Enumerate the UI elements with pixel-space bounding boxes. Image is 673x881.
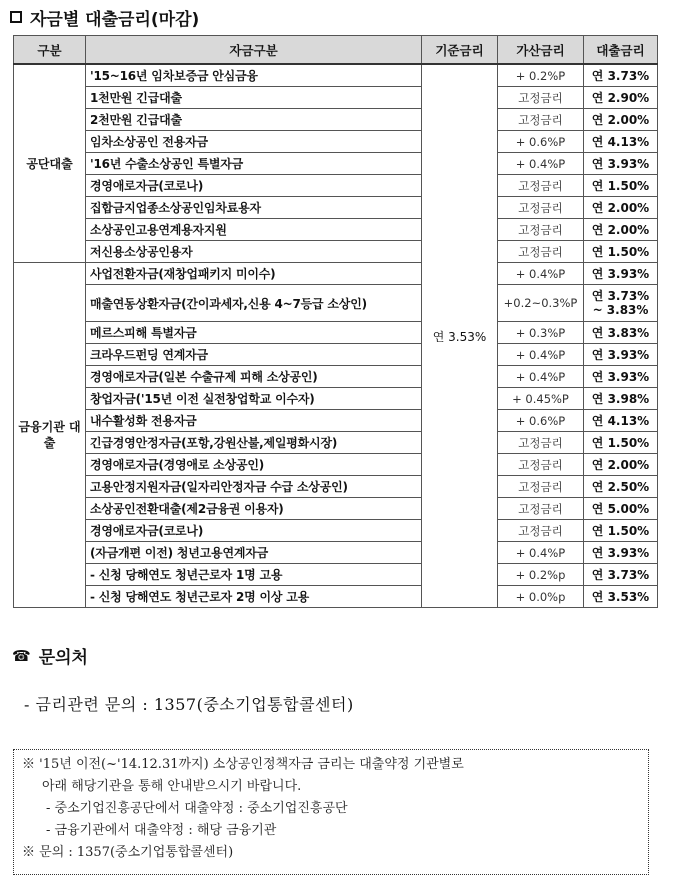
fund-name: 메르스피해 특별자금: [86, 322, 422, 344]
table-row: [14, 388, 658, 410]
loan-rate: 연 2.50%: [584, 476, 658, 498]
fund-name: 경영애로자금(코로나): [86, 520, 422, 542]
loan-rate: 연 3.73%: [584, 564, 658, 586]
fund-name: 소상공인고용연계용자지원: [86, 219, 422, 241]
fund-name: - 신청 당해연도 청년근로자 2명 이상 고용: [86, 586, 422, 608]
inquiry-section-title: [12, 643, 88, 668]
add-rate: 고정금리: [498, 432, 584, 454]
loan-rate: 연 3.93%: [584, 366, 658, 388]
loan-rate: 연 3.93%: [584, 344, 658, 366]
table-row: [14, 64, 658, 87]
add-rate: 고정금리: [498, 87, 584, 109]
fund-name: 소상공인전환대출(제2금융권 이용자): [86, 498, 422, 520]
loan-rate: 연 2.00%: [584, 219, 658, 241]
loan-rate: 연 3.93%: [584, 263, 658, 285]
add-rate: 고정금리: [498, 498, 584, 520]
loan-rate: 연 2.00%: [584, 109, 658, 131]
loan-rate-line: 연 3.73%: [591, 289, 650, 303]
fund-name: 크라우드펀딩 연계자금: [86, 344, 422, 366]
add-rate: 고정금리: [498, 109, 584, 131]
table-header-row: [14, 36, 658, 65]
add-rate: +0.2~0.3%P: [498, 285, 584, 322]
table-row: [14, 542, 658, 564]
loan-rate: 연 2.90%: [584, 87, 658, 109]
header-add-rate: 가산금리: [498, 36, 584, 65]
fund-name: 경영애로자금(일본 수출규제 피해 소상공인): [86, 366, 422, 388]
note-line: ※ '15년 이전(~'14.12.31까지) 소상공인정책자금 금리는 대출약정 기관별로: [22, 757, 464, 772]
loan-rate: 연 2.00%: [584, 197, 658, 219]
table-row: [14, 586, 658, 608]
header-category: 구분: [14, 36, 86, 65]
fund-name: '16년 수출소상공인 특별자금: [86, 153, 422, 175]
loan-rate: 연 4.13%: [584, 410, 658, 432]
fund-name: '15~16년 임차보증금 안심금융: [86, 64, 422, 87]
table-row: [14, 175, 658, 197]
fund-name: 내수활성화 전용자금: [86, 410, 422, 432]
add-rate: + 0.3%P: [498, 322, 584, 344]
table-row: [14, 285, 658, 322]
add-rate: 고정금리: [498, 219, 584, 241]
table-row: [14, 520, 658, 542]
table-row: [14, 366, 658, 388]
add-rate: 고정금리: [498, 454, 584, 476]
table-row: [14, 131, 658, 153]
add-rate: + 0.2%P: [498, 64, 584, 87]
add-rate: + 0.6%P: [498, 410, 584, 432]
rate-table: [13, 35, 658, 608]
fund-name: 저신용소상공인용자: [86, 241, 422, 263]
add-rate: + 0.4%P: [498, 344, 584, 366]
note-line: ※ 문의 : 1357(중소기업통합콜센터): [22, 845, 234, 860]
note-box: [13, 749, 649, 875]
loan-rate: 연 1.50%: [584, 241, 658, 263]
fund-name: 2천만원 긴급대출: [86, 109, 422, 131]
fund-name: 고용안정지원자금(일자리안정자금 수급 소상공인): [86, 476, 422, 498]
inquiry-contact: - 금리관련 문의 : 1357(중소기업통합콜센터): [24, 695, 354, 714]
table-body: [14, 64, 658, 608]
loan-rate-line: ~ 3.83%: [592, 303, 649, 317]
table-row: [14, 454, 658, 476]
header-loan-rate: 대출금리: [584, 36, 658, 65]
add-rate: 고정금리: [498, 197, 584, 219]
add-rate: + 0.45%P: [498, 388, 584, 410]
header-base-rate: 기준금리: [422, 36, 498, 65]
table-row: [14, 432, 658, 454]
table-row: [14, 476, 658, 498]
loan-rate: 연 1.50%: [584, 175, 658, 197]
inquiry-title: 문의처: [38, 648, 88, 668]
fund-name: 집합금지업종소상공인임차료용자: [86, 197, 422, 219]
add-rate: + 0.2%p: [498, 564, 584, 586]
group-label: 공단대출: [14, 64, 86, 263]
fund-name: - 신청 당해연도 청년근로자 1명 고용: [86, 564, 422, 586]
checkbox-square-icon: [10, 11, 22, 23]
loan-rate: 연 3.53%: [584, 586, 658, 608]
table-row: [14, 219, 658, 241]
table-row: [14, 344, 658, 366]
table-row: [14, 564, 658, 586]
add-rate: 고정금리: [498, 520, 584, 542]
page-title: [10, 4, 199, 30]
add-rate: + 0.4%P: [498, 366, 584, 388]
fund-name: (자금개편 이전) 청년고용연계자금: [86, 542, 422, 564]
fund-name: 매출연동상환자금(간이과세자,신용 4~7등급 소상인): [86, 285, 422, 322]
add-rate: + 0.6%P: [498, 131, 584, 153]
fund-name: 창업자금('15년 이전 실전창업학교 이수자): [86, 388, 422, 410]
loan-rate: 연 3.98%: [584, 388, 658, 410]
table-row: [14, 153, 658, 175]
add-rate: + 0.4%P: [498, 542, 584, 564]
base-rate: 연 3.53%: [422, 64, 498, 608]
table-row: [14, 498, 658, 520]
loan-rate: 연 1.50%: [584, 432, 658, 454]
add-rate: + 0.4%P: [498, 263, 584, 285]
table-row: [14, 410, 658, 432]
loan-rate: 연 5.00%: [584, 498, 658, 520]
loan-rate: 연 3.73%: [584, 64, 658, 87]
table-row: [14, 87, 658, 109]
fund-name: 사업전환자금(재창업패키지 미이수): [86, 263, 422, 285]
loan-rate: 연 3.83%: [584, 322, 658, 344]
telephone-icon: ☎: [12, 646, 31, 665]
note-line: - 금융기관에서 대출약정 : 해당 금융기관: [46, 823, 277, 838]
loan-rate: 연 2.00%: [584, 454, 658, 476]
loan-rate: 연 3.93%: [584, 153, 658, 175]
header-fund-type: 자금구분: [86, 36, 422, 65]
table-row: [14, 197, 658, 219]
add-rate: 고정금리: [498, 476, 584, 498]
table-row: [14, 109, 658, 131]
fund-name: 1천만원 긴급대출: [86, 87, 422, 109]
page-title-text: 자금별 대출금리(마감): [30, 9, 200, 30]
fund-name: 경영애로자금(경영애로 소상공인): [86, 454, 422, 476]
group-label: 금융기관 대출: [14, 263, 86, 608]
note-line: - 중소기업진흥공단에서 대출약정 : 중소기업진흥공단: [46, 801, 348, 816]
loan-rate: 연 1.50%: [584, 520, 658, 542]
add-rate: + 0.4%P: [498, 153, 584, 175]
add-rate: + 0.0%p: [498, 586, 584, 608]
loan-rate: 연 4.13%: [584, 131, 658, 153]
add-rate: 고정금리: [498, 241, 584, 263]
note-line: 아래 해당기관을 통해 안내받으시기 바랍니다.: [42, 779, 302, 794]
table-row: [14, 263, 658, 285]
loan-rate: 연 3.93%: [584, 542, 658, 564]
loan-rate: [584, 285, 658, 322]
table-row: [14, 241, 658, 263]
table-row: [14, 322, 658, 344]
fund-name: 긴급경영안정자금(포항,강원산불,제일평화시장): [86, 432, 422, 454]
fund-name: 경영애로자금(코로나): [86, 175, 422, 197]
add-rate: 고정금리: [498, 175, 584, 197]
fund-name: 임차소상공인 전용자금: [86, 131, 422, 153]
